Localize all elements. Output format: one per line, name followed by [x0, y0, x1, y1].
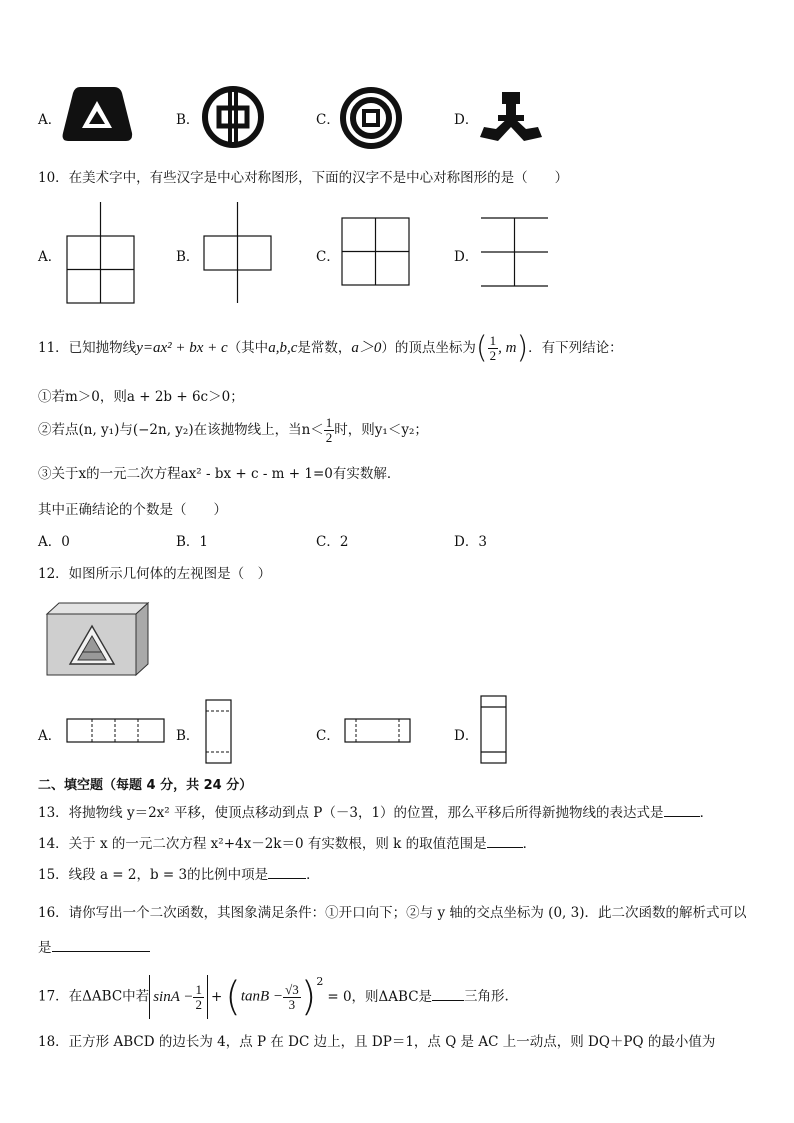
q17-exp: 2 — [316, 975, 324, 988]
q16-line-2 — [38, 936, 150, 956]
q12-solid-figure — [46, 602, 150, 676]
q10-option-d-label: D． — [454, 249, 479, 265]
q17-frac2-den: 3 — [288, 996, 296, 1012]
q17-plus: + — [210, 988, 223, 1005]
q13-period: ． — [699, 805, 714, 821]
q17-frac1-den: 2 — [195, 997, 202, 1012]
q12-option-d-label: D． — [454, 728, 479, 744]
q11-paren-open: ( — [475, 330, 488, 366]
q17-eq: = 0，则ΔABC是 — [327, 988, 433, 1005]
q10-option-d-figure — [480, 217, 550, 289]
q16-line-1: 16．请你写出一个二次函数，其图象满足条件：①开口向下；②与 y 轴的交点坐标为 (0, 3)．此二次函数的解析式可以 — [38, 905, 747, 921]
q9-option-d-logo — [476, 89, 550, 147]
q11-conclusion-3: ③关于x的一元二次方程ax² - bx + c - m + 1=0有实数解． — [38, 466, 401, 482]
q9-option-b-logo — [200, 86, 266, 148]
q17-frac-2 — [283, 983, 301, 1012]
q9-option-c-logo — [338, 86, 404, 150]
q11-c2-post: 时，则y₁＜y₂； — [334, 422, 428, 438]
q11-stem-mid: （其中 — [227, 340, 269, 356]
q11-c2-frac — [324, 416, 335, 445]
q12-option-b-figure — [205, 699, 233, 765]
q9-option-a-logo — [60, 83, 134, 145]
q10-option-c-figure — [341, 217, 411, 287]
q12-option-c-figure — [344, 718, 412, 744]
q15-period: ． — [306, 867, 320, 883]
q13-blank[interactable] — [664, 802, 700, 817]
q11-vertex-den: 2 — [489, 348, 497, 363]
q17-blank[interactable] — [432, 986, 464, 1001]
q17-post: 三角形. — [464, 988, 509, 1005]
q9-option-b-label: B． — [176, 112, 200, 128]
q17-paren-close: ) — [300, 974, 317, 1020]
q16-text: 是 — [38, 940, 52, 956]
q11-stem-mid3: ）的顶点坐标为 — [381, 340, 476, 356]
q12-option-a-figure — [66, 718, 166, 744]
q9-option-a-label: A． — [38, 112, 62, 128]
q11-stem-cond: a＞0 — [351, 340, 382, 356]
q13 — [38, 801, 713, 821]
q17-frac-1 — [193, 983, 204, 1012]
q16-blank[interactable] — [52, 937, 150, 952]
q17-abs — [149, 975, 208, 1019]
q10-option-b-label: B． — [176, 249, 200, 265]
q11-ask: 其中正确结论的个数是（ ） — [38, 502, 227, 518]
q11-c2-num: 1 — [325, 415, 333, 430]
q12-option-b-label: B． — [176, 728, 200, 744]
q11-c2-pre: ②若点(n, y₁)与(−2n, y₂)在该抛物线上，当n＜ — [38, 422, 324, 438]
q14 — [38, 832, 536, 852]
q11-vertex-frac — [488, 334, 499, 363]
q10-stem: 10．在美术字中，有些汉字是中心对称图形，下面的汉字不是中心对称图形的是（ ） — [38, 170, 569, 186]
q11-paren-close: ) — [516, 330, 529, 366]
q11-option-c: C．2 — [316, 534, 349, 550]
q11-conclusion-1: ①若m＞0，则a + 2b + 6c＞0； — [38, 389, 244, 405]
q11-option-d: D．3 — [454, 534, 487, 550]
q17-sin: sinA − — [153, 989, 194, 1005]
q15 — [38, 863, 320, 883]
q12-option-c-label: C． — [316, 728, 340, 744]
q18: 18．正方形 ABCD 的边长为 4，点 P 在 DC 边上，且 DP＝1，点 Q 是 AC 上一动点，则 DQ＋PQ 的最小值为 — [38, 1034, 716, 1050]
q15-text: 15．线段 a = 2，b = 3的比例中项是 — [38, 867, 269, 883]
q11-option-b: B．1 — [176, 534, 209, 550]
q14-text: 14．关于 x 的一元二次方程 x²+4x－2k＝0 有实数根，则 k 的取值范围是 — [38, 836, 487, 852]
q11-stem-mid2: 是常数， — [297, 340, 352, 356]
q17-frac2-num: √3 — [285, 981, 299, 997]
q10-option-a-label: A． — [38, 249, 62, 265]
q11-stem — [38, 328, 623, 368]
q17-tan: tanB − — [240, 988, 284, 1005]
q11-stem-pre: 11．已知抛物线 — [38, 340, 137, 356]
q11-stem-abc: a,b,c — [268, 340, 298, 356]
q17-paren-open: ( — [225, 974, 241, 1020]
q12-option-d-figure — [480, 695, 508, 765]
q17 — [38, 964, 509, 1020]
q9-option-c-label: C． — [316, 112, 340, 128]
q17-pre: 17．在ΔABC中若 — [38, 988, 150, 1005]
q10-option-b-figure — [203, 202, 273, 304]
q17-frac1-num: 1 — [195, 982, 202, 997]
q15-blank[interactable] — [268, 864, 306, 879]
q11-stem-post: ．有下列结论： — [528, 340, 623, 356]
q9-option-d-label: D． — [454, 112, 479, 128]
section-2-heading: 二、填空题（每题 4 分，共 24 分） — [38, 778, 253, 793]
q11-vertex-m: , m — [498, 340, 517, 356]
q14-blank[interactable] — [487, 833, 523, 848]
q11-stem-eq: y=ax² + bx + c — [136, 340, 228, 356]
q11-c2-den: 2 — [325, 430, 333, 445]
q12-stem: 12．如图所示几何体的左视图是（ ） — [38, 566, 272, 582]
q13-text: 13．将抛物线 y＝2x² 平移，使顶点移动到点 P（－3，1）的位置，那么平移后所得新抛物线的表达式是 — [38, 805, 664, 821]
q14-period: ． — [522, 836, 537, 852]
q10-option-c-label: C． — [316, 249, 340, 265]
q11-conclusion-2 — [38, 412, 428, 448]
q12-option-a-label: A． — [38, 728, 62, 744]
q10-option-a-figure — [66, 202, 136, 304]
q11-vertex-num: 1 — [489, 333, 497, 348]
q11-option-a: A．0 — [38, 534, 70, 550]
